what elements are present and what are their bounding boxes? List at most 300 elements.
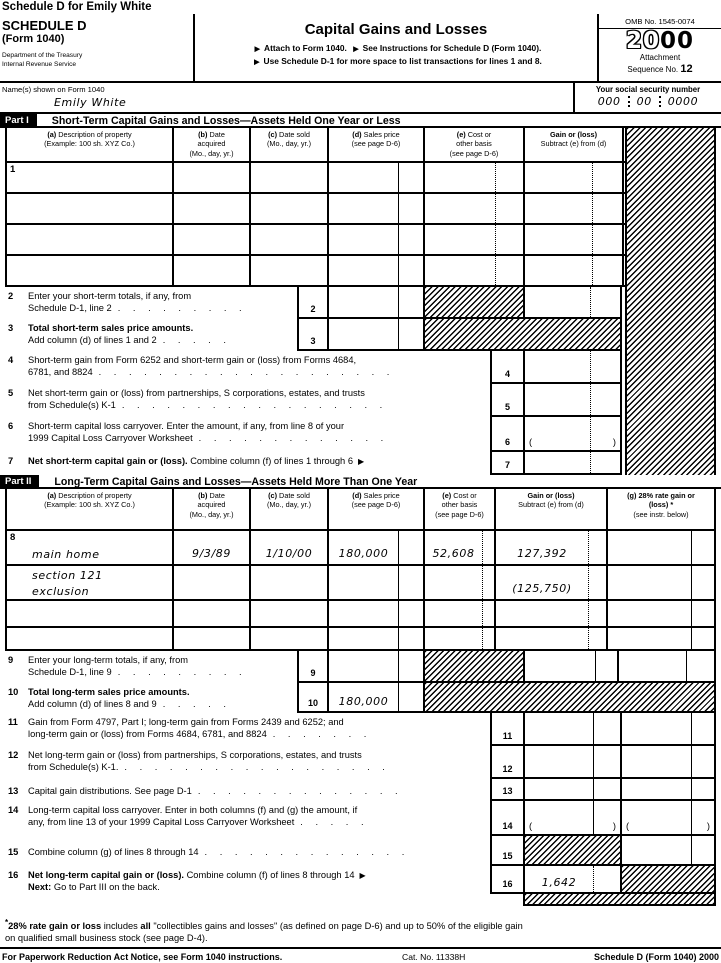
col-b-label: Date <box>207 130 225 139</box>
line12-text2: from Schedule(s) K-1. <box>28 762 119 773</box>
col-b-header <box>172 128 249 161</box>
line6-number: 6 <box>8 421 14 431</box>
sequence-label <box>599 63 721 77</box>
name-field[interactable] <box>0 83 573 112</box>
col-a-header <box>7 128 172 161</box>
col-c-tag: (c) <box>268 491 278 500</box>
line13-text1: Capital gain distributions. See page D-1 <box>28 786 192 796</box>
part1-row-4 <box>7 256 714 287</box>
line16-text <box>5 866 490 894</box>
cell-sales-price[interactable] <box>327 194 423 223</box>
line16-gain-loss-box[interactable] <box>523 866 620 894</box>
col-c-header <box>249 489 327 529</box>
dot-leader: . . . . . . . . . . . . . . <box>204 847 410 857</box>
line16-bold: Net long-term capital gain or (loss). <box>28 870 184 880</box>
gain-loss-value: 127,392 <box>517 547 567 560</box>
cell-cost-basis[interactable] <box>423 225 523 254</box>
line11-text1: Gain from Form 4797, Part I; long-term gain from Forms 2439 and 6252; and <box>28 717 344 727</box>
description-value: main home <box>32 548 100 561</box>
dot-leader: . . . . . . . . . . . . . . . . . . <box>124 762 390 773</box>
col-f-header <box>523 128 622 161</box>
date-sold-value: 1/10/00 <box>265 547 313 560</box>
cell-gain-loss[interactable] <box>523 225 622 254</box>
line13-text <box>5 779 490 801</box>
omb-number: OMB No. 1545-0074 <box>599 14 721 29</box>
catalog-number: Cat. No. 11338H <box>402 952 466 963</box>
part1-label: Part I <box>0 114 37 126</box>
col-c-sub: (Mo., day, yr.) <box>266 139 312 149</box>
cell-gain-loss[interactable] <box>494 531 606 564</box>
ssn-separator <box>659 96 661 107</box>
line12-box-number: 12 <box>490 746 523 779</box>
footnote-mid: includes <box>101 921 141 932</box>
hatched-area <box>423 319 622 351</box>
cell-description[interactable] <box>7 225 172 254</box>
line14-box-number: 14 <box>490 801 523 836</box>
cell-date-sold[interactable] <box>249 256 327 285</box>
line14-number: 14 <box>8 805 19 815</box>
cell-gain-loss[interactable] <box>523 163 622 192</box>
paren-close: ) <box>612 821 616 831</box>
part2-title: Long-Term Capital Gains and Losses—Assets Held More Than One Year <box>54 476 418 488</box>
line5-text <box>5 384 490 417</box>
part1-row-2 <box>7 194 714 225</box>
bottom-strip <box>5 894 716 906</box>
line-14 <box>5 801 716 836</box>
hatched-area <box>423 683 716 713</box>
form-title-block <box>195 14 597 81</box>
line5-number: 5 <box>8 388 14 398</box>
col-e-tag: (e) <box>456 130 466 139</box>
line15-28pct-box[interactable] <box>620 836 716 866</box>
line-7 <box>5 452 716 475</box>
form-title: Capital Gains and Losses <box>304 21 488 38</box>
tax-year <box>599 29 721 53</box>
col-d-header <box>327 128 423 161</box>
line3-number: 3 <box>8 323 14 333</box>
line12-text <box>5 746 490 779</box>
col-e-tag: (e) <box>442 491 452 500</box>
col-f-label: Gain or (loss) <box>527 491 575 500</box>
line-13 <box>5 779 716 801</box>
col-e-label: Cost or <box>451 491 477 500</box>
description-value <box>32 568 103 600</box>
col-b-header <box>172 489 249 529</box>
col-e-label: Cost or <box>465 130 492 139</box>
header-bullets-2 <box>195 56 597 66</box>
line4-box-number: 4 <box>490 351 523 384</box>
ssn-value <box>575 95 721 108</box>
line13-gain-loss-box[interactable] <box>523 779 620 801</box>
cell-sales-price[interactable] <box>327 628 423 649</box>
line14-text1: Long-term capital loss carryover. Enter in both columns (f) and (g) the amount, if <box>28 805 358 815</box>
line7-text <box>5 452 490 475</box>
paren-close: ) <box>706 821 710 831</box>
ssn-label: Your social security number <box>595 85 701 94</box>
cell-date-acquired[interactable] <box>172 566 249 599</box>
cell-description[interactable] <box>7 163 172 192</box>
line-4 <box>5 351 716 384</box>
part2-row-10 <box>7 601 714 628</box>
line6-text1: Short-term capital loss carryover. Enter the amount, if any, from line 8 of your <box>28 421 345 431</box>
col-g-label: 28% rate gain or <box>636 491 695 500</box>
line-2 <box>5 287 716 319</box>
col-f-label: Gain or (loss) <box>549 130 598 139</box>
line14-text2: any, from line 13 of your 1999 Capital Loss Carryover Worksheet <box>28 817 295 828</box>
line9-box-number: 9 <box>297 651 327 683</box>
line9-28pct-box[interactable] <box>617 651 716 683</box>
part2-row-9 <box>7 566 714 601</box>
col-d-tag: (d) <box>352 130 362 139</box>
cell-date-sold[interactable] <box>249 566 327 599</box>
line7-text1: Combine column (f) of lines 1 through 6 <box>187 456 353 466</box>
paren-open: ( <box>529 821 533 831</box>
line-15 <box>5 836 716 866</box>
line2-sales-price-box[interactable] <box>327 287 423 319</box>
cell-description[interactable] <box>7 256 172 285</box>
line11-box-number: 11 <box>490 713 523 746</box>
line11-text2: long-term gain or (loss) from Forms 4684, 6781, and 8824 <box>28 729 267 740</box>
name-value: Emily White <box>54 96 127 109</box>
page-title: Schedule D for Emily White <box>2 1 152 13</box>
col-b-label2: acquired <box>197 500 226 510</box>
part1-title: Short-Term Capital Gains and Losses—Assets Held One Year or Less <box>51 115 401 127</box>
col-f-sub: Subtract (e) from (d) <box>518 500 584 510</box>
line14-gain-loss-box[interactable] <box>523 801 620 836</box>
name-label: Name(s) shown on Form 1040 <box>2 85 105 94</box>
col-f-header <box>494 489 606 529</box>
line-6 <box>5 417 716 452</box>
line16-next-label: Next: <box>28 882 52 893</box>
line5-text2: from Schedule(s) K-1 <box>28 400 116 411</box>
line2-text2: Schedule D-1, line 2 <box>28 303 112 314</box>
cell-gain-loss[interactable] <box>494 566 606 599</box>
cell-gain-loss[interactable] <box>523 194 622 223</box>
sequence-text: Sequence No. <box>627 65 679 75</box>
col-d-label: Sales price <box>361 491 400 500</box>
arrow-icon: ▶ <box>254 59 260 66</box>
agency-label: Internal Revenue Service <box>2 60 77 68</box>
ssn-field[interactable] <box>573 83 721 112</box>
cell-date-sold[interactable] <box>249 531 327 564</box>
hatched-area <box>523 894 716 906</box>
col-c-label: Date sold <box>277 491 310 500</box>
cell-cost-basis[interactable] <box>423 601 494 626</box>
line6-box-number: 6 <box>490 417 523 452</box>
form-id: SCHEDULE D <box>2 18 87 33</box>
part2-row-11 <box>7 628 714 651</box>
date-acquired-value: 9/3/89 <box>191 547 231 560</box>
cell-date-sold[interactable] <box>249 194 327 223</box>
dot-leader: . . . . . <box>162 699 231 710</box>
cell-sales-price[interactable] <box>327 531 423 564</box>
part1-table <box>5 128 716 287</box>
part2-bar <box>0 475 721 489</box>
col-g-header <box>606 489 714 529</box>
col-b-tag: (b) <box>198 130 208 139</box>
cost-basis-value: 52,608 <box>432 547 475 560</box>
part2-table <box>5 489 716 651</box>
line7-amount-box[interactable] <box>523 452 622 475</box>
line11-gain-loss-box[interactable] <box>523 713 620 746</box>
cell-date-sold[interactable] <box>249 163 327 192</box>
line16-next-text: Go to Part III on the back. <box>51 882 160 893</box>
col-d-tag: (d) <box>352 491 362 500</box>
line13-28pct-box[interactable] <box>620 779 716 801</box>
col-a-label: Description of property <box>56 491 132 500</box>
col-b-label2: acquired <box>197 139 226 149</box>
cell-gain-loss[interactable] <box>494 628 606 649</box>
line3-text <box>5 319 297 351</box>
col-b-tag: (b) <box>198 491 208 500</box>
line9-sales-price-box[interactable] <box>327 651 423 683</box>
dept-label: Department of the Treasury <box>2 52 83 60</box>
line-3 <box>5 319 716 351</box>
cell-date-acquired[interactable] <box>172 163 249 192</box>
exclusion-value: (125,750) <box>512 582 572 595</box>
year-solid: 00 <box>660 28 695 54</box>
arrow-icon: ▶ <box>358 457 365 466</box>
cell-cost-basis[interactable] <box>423 256 523 285</box>
line11-number: 11 <box>8 717 18 727</box>
part1-row-3 <box>7 225 714 256</box>
header-bullets-1 <box>195 43 597 53</box>
line16-box-number: 16 <box>490 866 523 894</box>
col-a-tag: (a) <box>47 491 57 500</box>
col-a-tag: (a) <box>47 130 57 139</box>
line7-bold: Net short-term capital gain or (loss). <box>28 456 188 466</box>
footnote <box>5 918 716 944</box>
bullet1-text: Attach to Form 1040. <box>264 43 347 53</box>
col-a-header <box>7 489 172 529</box>
line16-value: 1,642 <box>541 876 577 889</box>
ssn-separator <box>628 96 630 107</box>
cell-description[interactable] <box>7 566 172 599</box>
hatched-area <box>423 651 523 683</box>
form-id-block <box>0 14 195 81</box>
dot-leader: . . . . . . . . . . . . . . . . . . . . <box>98 367 395 378</box>
line10-value: 180,000 <box>338 695 389 708</box>
dot-leader: . . . . . . . . . <box>117 303 247 314</box>
description-line1: section 121 <box>32 569 103 582</box>
cell-date-acquired[interactable] <box>172 225 249 254</box>
line14-28pct-box[interactable] <box>620 801 716 836</box>
part2-label: Part II <box>0 475 39 487</box>
col-b-sub: (Mo., day, yr.) <box>189 509 234 519</box>
footnote-rest2: on qualified small business stock (see page D-4). <box>5 933 208 944</box>
cell-cost-basis[interactable] <box>423 531 494 564</box>
description-line2: exclusion <box>32 584 90 598</box>
part1-row-1 <box>7 163 714 194</box>
line4-text2: 6781, and 8824 <box>28 367 93 378</box>
line4-number: 4 <box>8 355 14 365</box>
line13-box-number: 13 <box>490 779 523 801</box>
form-footer-id: Schedule D (Form 1040) 2000 <box>593 952 719 963</box>
line15-number: 15 <box>8 847 19 857</box>
cell-date-acquired[interactable] <box>172 194 249 223</box>
ssn-part1: 000 <box>597 95 621 108</box>
paperwork-notice: For Paperwork Reduction Act Notice, see Form 1040 instructions. <box>2 952 283 963</box>
sequence-number: 12 <box>680 63 693 76</box>
line9-text <box>5 651 297 683</box>
cell-gain-loss[interactable] <box>494 601 606 626</box>
cell-date-sold[interactable] <box>249 225 327 254</box>
cell-sales-price[interactable] <box>327 256 423 285</box>
line3-box-number: 3 <box>297 319 327 351</box>
cell-sales-price[interactable] <box>327 601 423 626</box>
line-5 <box>5 384 716 417</box>
line13-number: 13 <box>8 786 19 796</box>
form-header <box>0 14 721 83</box>
dot-leader: . . . . . . . . . . . . . <box>198 433 389 444</box>
form-subid: (Form 1040) <box>2 33 65 46</box>
cell-description[interactable] <box>7 194 172 223</box>
cell-sales-price[interactable] <box>327 163 423 192</box>
cell-description[interactable] <box>7 601 172 626</box>
cell-date-sold[interactable] <box>249 601 327 626</box>
line11-text <box>5 713 490 746</box>
col-d-sub: (see page D-6) <box>351 500 401 510</box>
line14-text <box>5 801 490 836</box>
line15-box-number: 15 <box>490 836 523 866</box>
line6-amount-box[interactable] <box>523 417 622 452</box>
part1-bar <box>0 114 721 128</box>
paren-close: ) <box>612 437 616 447</box>
cell-date-acquired[interactable] <box>172 531 249 564</box>
paren-open: ( <box>529 437 533 447</box>
bullet3-text: Use Schedule D-1 for more space to list transactions for lines 1 and 8. <box>263 56 542 66</box>
col-e-sub: (see page D-6) <box>449 148 499 158</box>
cell-sales-price[interactable] <box>327 566 423 599</box>
col-c-sub: (Mo., day, yr.) <box>266 500 312 510</box>
bullet2-text: See Instructions for Schedule D (Form 1040). <box>362 43 542 53</box>
col-e-label2: other basis <box>456 139 492 149</box>
col-d-header <box>327 489 423 529</box>
col-a-label: Description of property <box>56 130 132 139</box>
line9-text1: Enter your long-term totals, if any, from <box>28 655 188 665</box>
col-g-tag: (g) <box>627 491 637 500</box>
cell-gain-loss[interactable] <box>523 256 622 285</box>
part2-row-8 <box>7 531 714 566</box>
part1-header-row <box>7 128 714 163</box>
line6-text2: 1999 Capital Loss Carryover Worksheet <box>28 433 193 444</box>
cell-description[interactable] <box>7 531 172 564</box>
hatched-area <box>620 866 716 894</box>
name-ssn-row <box>0 83 721 114</box>
line6-text <box>5 417 490 452</box>
cell-date-acquired[interactable] <box>172 601 249 626</box>
line2-text <box>5 287 297 319</box>
col-b-label: Date <box>207 491 225 500</box>
line7-box-number: 7 <box>490 452 523 475</box>
col-g-label2: (loss) <box>648 500 669 510</box>
line3-bold: Total short-term sales price amounts. <box>28 323 194 333</box>
attachment-label: Attachment <box>639 53 681 63</box>
line2-number: 2 <box>8 291 14 301</box>
col-c-label: Date sold <box>277 130 310 139</box>
line2-box-number: 2 <box>297 287 327 319</box>
cell-date-acquired[interactable] <box>172 256 249 285</box>
line10-number: 10 <box>8 687 19 697</box>
col-g-sub: (see instr. below) <box>633 509 689 519</box>
col-c-header <box>249 128 327 161</box>
line4-amount-box[interactable] <box>523 351 622 384</box>
part2-header-row <box>7 489 714 531</box>
line12-28pct-box[interactable] <box>620 746 716 779</box>
line-11 <box>5 713 716 746</box>
col-c-tag: (c) <box>268 130 278 139</box>
line10-box-number: 10 <box>297 683 327 713</box>
line-12 <box>5 746 716 779</box>
cell-date-sold[interactable] <box>249 628 327 649</box>
line5-amount-box[interactable] <box>523 384 622 417</box>
line10-text <box>5 683 297 713</box>
cell-sales-price[interactable] <box>327 225 423 254</box>
dot-leader: . . . . . <box>300 817 369 828</box>
dot-leader: . . . . . . . . . . . . . . <box>197 786 403 796</box>
line10-sales-price-box[interactable] <box>327 683 423 713</box>
col-d-label: Sales price <box>361 130 400 139</box>
dot-leader: . . . . . <box>162 335 231 346</box>
col-e-header <box>423 489 494 529</box>
arrow-icon: ▶ <box>359 871 366 880</box>
line2-gain-loss-box[interactable] <box>523 287 622 319</box>
dot-leader: . . . . . . . . . <box>117 667 247 678</box>
footnote-bold1: 28% rate gain or loss <box>8 921 102 932</box>
line5-text1: Net short-term gain or (loss) from partnerships, S corporations, estates, and trusts <box>28 388 365 398</box>
line4-text1: Short-term gain from Form 6252 and short-term gain or (loss) from Forms 4684, <box>28 355 357 365</box>
asterisk: * <box>670 500 674 510</box>
line5-box-number: 5 <box>490 384 523 417</box>
col-f-sub: Subtract (e) from (d) <box>540 139 607 149</box>
form-footer <box>0 947 721 962</box>
hatched-column <box>625 128 716 475</box>
line3-sales-price-box[interactable] <box>327 319 423 351</box>
line7-number: 7 <box>8 456 14 466</box>
col-a-sub: (Example: 100 sh. XYZ Co.) <box>44 139 135 149</box>
cell-cost-basis[interactable] <box>423 194 523 223</box>
line15-text <box>5 836 490 866</box>
cell-cost-basis[interactable] <box>423 628 494 649</box>
line12-number: 12 <box>8 750 19 760</box>
line15-text1: Combine column (g) of lines 8 through 14 <box>28 847 199 857</box>
arrow-icon: ▶ <box>353 46 359 53</box>
footnote-rest1: "collectibles gains and losses" (as defined on page D-6) and up to 50% of the eligible gain <box>150 921 523 932</box>
line12-gain-loss-box[interactable] <box>523 746 620 779</box>
cell-28pct-gain[interactable] <box>606 566 714 599</box>
col-e-label2: other basis <box>441 500 478 510</box>
sales-price-value: 180,000 <box>338 547 389 560</box>
line9-text2: Schedule D-1, line 9 <box>28 667 112 678</box>
cell-description[interactable] <box>7 628 172 649</box>
omb-year-block <box>597 14 721 81</box>
line10-bold: Total long-term sales price amounts. <box>28 687 190 697</box>
ssn-part2: 00 <box>636 95 652 108</box>
cell-cost-basis[interactable] <box>423 163 523 192</box>
cell-28pct-gain[interactable] <box>606 628 714 649</box>
cell-28pct-gain[interactable] <box>606 601 714 626</box>
cell-28pct-gain[interactable] <box>606 531 714 564</box>
col-b-sub: (Mo., day, yr.) <box>189 148 234 158</box>
hatched-area <box>523 836 620 866</box>
line9-gain-loss-box[interactable] <box>523 651 617 683</box>
line4-text <box>5 351 490 384</box>
line12-text1: Net long-term gain or (loss) from partnerships, S corporations, estates, and trusts <box>28 750 362 760</box>
cell-date-acquired[interactable] <box>172 628 249 649</box>
line11-28pct-box[interactable] <box>620 713 716 746</box>
col-e-sub: (see page D-6) <box>435 509 484 519</box>
cell-cost-basis[interactable] <box>423 566 494 599</box>
